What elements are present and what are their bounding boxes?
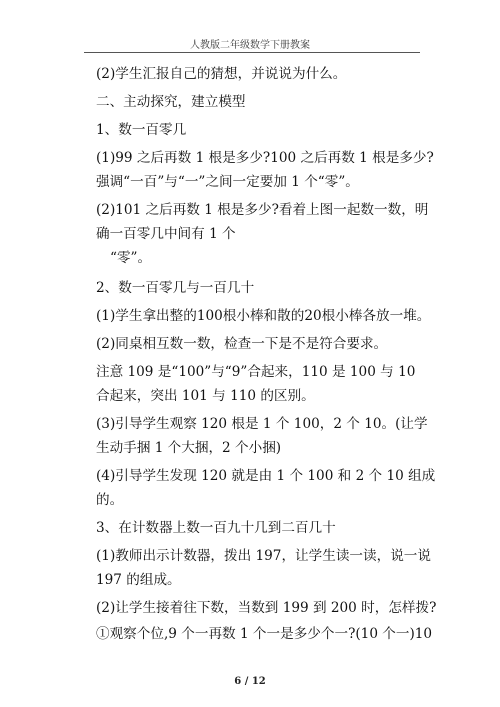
text-line: (1)学生拿出整的100根小棒和散的20根小棒各放一堆。: [96, 308, 431, 324]
text-line: 197 的组成。: [96, 572, 181, 588]
text-line: (3)引导学生观察 120 根是 1 个 100，2 个 10。(让学: [96, 416, 428, 432]
subsection-heading: 1、数一百零几: [96, 122, 187, 138]
text-line: (2)101 之后再数 1 根是多少?看着上图一起数一数，明: [96, 202, 429, 218]
section-heading: 二、主动探究，建立模型: [96, 94, 246, 110]
text-line: 强调“一百”与“一”之间一定要加 1 个“零”。: [96, 174, 359, 190]
text-line: (2)同桌相互数一数，检查一下是不是符合要求。: [96, 336, 388, 352]
subsection-heading: 2、数一百零几与一百几十: [96, 280, 255, 296]
text-line: (2)让学生接着往下数，当数到 199 到 200 时，怎样拨?: [96, 600, 437, 616]
page-header: 人教版二年级数学下册教案: [190, 40, 310, 51]
subsection-heading: 3、在计数器上数一百九十几到二百几十: [96, 520, 336, 536]
text-line: (1)教师出示计数器，拨出 197，让学生读一读，说一说: [96, 548, 431, 564]
text-line: 生动手捆 1 个大捆，2 个小捆): [96, 440, 282, 456]
page-number: 6 / 12: [234, 676, 266, 687]
text-line: 确一百零几中间有 1 个: [96, 226, 236, 242]
text-line: “零”。: [110, 250, 152, 266]
text-line: 注意 109 是“100”与“9”合起来，110 是 100 与 10: [96, 364, 416, 380]
text-line: (1)99 之后再数 1 根是多少?100 之后再数 1 根是多少?: [96, 150, 434, 166]
text-line: (4)引导学生发现 120 就是由 1 个 100 和 2 个 10 组成: [96, 468, 436, 484]
text-line: 的。: [96, 492, 124, 508]
header-divider: [84, 52, 420, 53]
text-line: 合起来，突出 101 与 110 的区别。: [96, 388, 315, 404]
text-line: ①观察个位,9 个一再数 1 个一是多少个一?(10 个一)10: [96, 626, 433, 642]
text-line: (2)学生汇报自己的猜想，并说说为什么。: [96, 66, 347, 82]
